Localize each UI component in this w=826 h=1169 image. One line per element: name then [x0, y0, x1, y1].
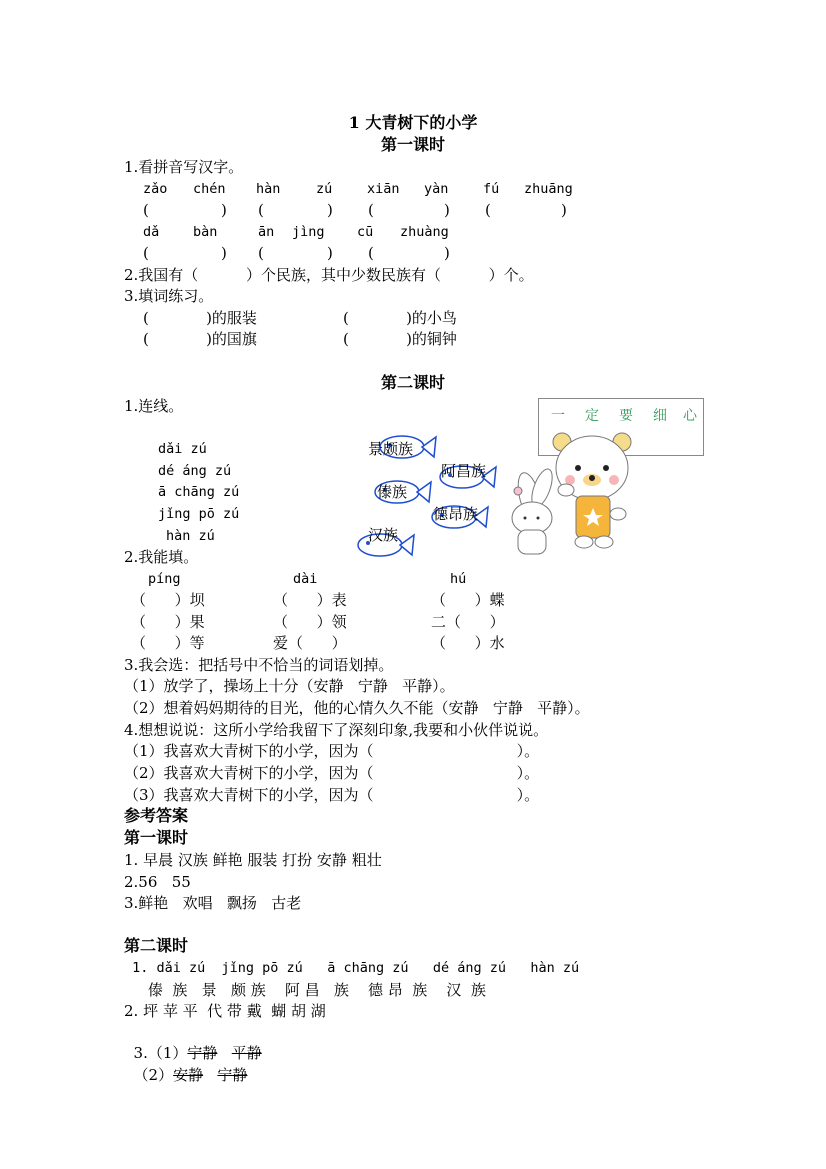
- pinyin: bàn: [193, 224, 218, 240]
- fill-item: （ ）坝: [131, 591, 205, 609]
- motto-char: 心: [683, 408, 697, 424]
- fish-label: 汉族: [368, 526, 399, 544]
- spacer: [203, 1066, 217, 1084]
- struck-word: 安静: [173, 1066, 204, 1084]
- fill-item: （ ）蝶: [431, 591, 505, 609]
- lesson2-heading: 第二课时: [380, 373, 445, 392]
- q3-label: 3.填词练习。: [124, 287, 214, 305]
- motto-char: 一: [551, 408, 565, 424]
- motto-char: 定: [585, 408, 599, 424]
- pinyin: zú: [316, 181, 333, 197]
- answer-paren: (: [143, 201, 149, 219]
- answer-line: 1. dǎi zú jǐng pō zú ā chāng zú dé áng zú hàn zú: [124, 960, 580, 976]
- answer-paren: ): [327, 244, 333, 262]
- answer-line: 2.56 55: [124, 873, 191, 891]
- answer-line: 1. 早晨 汉族 鲜艳 服装 打扮 安静 粗壮: [124, 851, 382, 869]
- p1-label: 1.连线。: [124, 397, 184, 415]
- answer-paren: ): [561, 201, 567, 219]
- struck-word: 平静: [231, 1044, 262, 1062]
- answers-lesson1-heading: 第一课时: [124, 828, 189, 847]
- pinyin: hàn: [256, 181, 281, 197]
- q3-item: ( )的铜钟: [343, 330, 457, 348]
- fill-item: （ ）水: [431, 634, 505, 652]
- answer-line: [124, 1045, 247, 1085]
- pinyin-item: hàn zú: [166, 528, 215, 544]
- bunny-icon: [512, 466, 556, 554]
- answer-prefix: 3.（1）: [133, 1044, 188, 1062]
- q3-item: ( )的国旗: [143, 330, 257, 348]
- pinyin-item: jǐng pō zú: [158, 506, 240, 522]
- p4-item: （1）我喜欢大青树下的小学，因为（ ）。: [124, 742, 540, 760]
- answer-paren: (: [258, 244, 264, 262]
- fish-label: 景颇族: [368, 440, 414, 458]
- pinyin-head: hú: [450, 571, 467, 587]
- pinyin: yàn: [424, 181, 449, 197]
- p3-item: （1）放学了，操场上十分（安静 宁静 平静）。: [124, 677, 455, 695]
- fill-item: （ ）表: [273, 591, 347, 609]
- q3-item: ( )的小鸟: [343, 309, 457, 327]
- answer-line: 3.鲜艳 欢唱 飘扬 古老: [124, 894, 302, 912]
- fish-label: 阿昌族: [441, 462, 487, 480]
- fish-label: 德昂族: [433, 505, 479, 523]
- lesson1-heading: 第一课时: [380, 135, 445, 154]
- fish-illustrations: [340, 425, 510, 575]
- fill-item: （ ）领: [273, 613, 347, 631]
- pinyin-item: dé áng zú: [158, 463, 232, 479]
- pinyin: zǎo: [143, 181, 168, 197]
- pinyin: jìng: [292, 224, 325, 240]
- pinyin: dǎ: [143, 224, 160, 240]
- fish-label: 傣族: [377, 483, 408, 501]
- answer-line: 傣 族 景 颇 族 阿 昌 族 德 昂 族 汉 族: [124, 981, 486, 999]
- struck-word: 宁静: [187, 1044, 218, 1062]
- fill-item: 爱（ ）: [273, 634, 347, 652]
- pinyin: ān: [258, 224, 275, 240]
- p3-label: 3.我会选：把括号中不恰当的词语划掉。: [124, 656, 394, 674]
- fill-item: 二（ ）: [431, 613, 505, 631]
- motto-char: 细: [653, 408, 667, 424]
- pinyin-item: dǎi zú: [158, 441, 207, 457]
- pinyin-item: ā chāng zú: [158, 484, 240, 500]
- answer-paren: ): [221, 244, 227, 262]
- q1-label: 1.看拼音写汉字。: [124, 158, 244, 176]
- answer-paren: ): [327, 201, 333, 219]
- pinyin: xiān: [367, 181, 400, 197]
- cartoon-illustration: [500, 428, 640, 568]
- answer-paren: ): [444, 201, 450, 219]
- struck-word: 宁静: [217, 1066, 248, 1084]
- fill-item: （ ）等: [131, 634, 205, 652]
- p2-label: 2.我能填。: [124, 548, 199, 566]
- answer-paren: (: [143, 244, 149, 262]
- answer-paren: ): [221, 201, 227, 219]
- page-title: 1 大青树下的小学: [348, 113, 478, 132]
- bear-icon: [553, 433, 631, 548]
- pinyin: zhuàng: [400, 224, 449, 240]
- answer-paren: (: [485, 201, 491, 219]
- fill-item: （ ）果: [131, 613, 205, 631]
- answers-lesson2-heading: 第二课时: [124, 936, 189, 955]
- pinyin-head: píng: [148, 571, 181, 587]
- answer-paren: ): [444, 244, 450, 262]
- answer-prefix: （2）: [133, 1066, 174, 1084]
- p4-label: 4.想想说说：这所小学给我留下了深刻印象,我要和小伙伴说说。: [124, 721, 549, 739]
- pinyin: fú: [483, 181, 500, 197]
- pinyin: zhuāng: [524, 181, 573, 197]
- motto-char: 要: [619, 408, 633, 424]
- p4-item: （3）我喜欢大青树下的小学，因为（ ）。: [124, 786, 540, 804]
- answers-heading: 参考答案: [124, 806, 189, 825]
- p4-item: （2）我喜欢大青树下的小学，因为（ ）。: [124, 764, 540, 782]
- answer-line: 2. 坪 苹 平 代 带 戴 蝴 胡 湖: [124, 1002, 326, 1020]
- answer-paren: (: [258, 201, 264, 219]
- answer-paren: (: [368, 244, 374, 262]
- q3-item: ( )的服装: [143, 309, 257, 327]
- q2-text: 2.我国有（ ）个民族，其中少数民族有（ ）个。: [124, 266, 534, 284]
- pinyin-head: dài: [293, 571, 318, 587]
- pinyin: chén: [193, 181, 226, 197]
- answer-paren: (: [368, 201, 374, 219]
- p3-item: （2）想着妈妈期待的目光，他的心情久久不能（安静 宁静 平静）。: [124, 699, 590, 717]
- pinyin: cū: [357, 224, 374, 240]
